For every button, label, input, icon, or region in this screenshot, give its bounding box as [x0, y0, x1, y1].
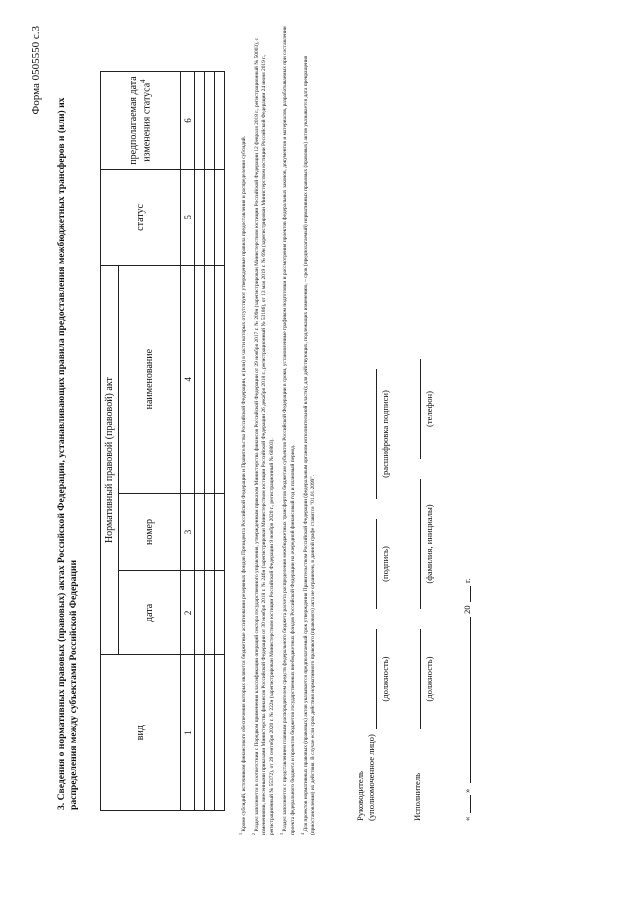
legal-acts-table [100, 71, 225, 811]
table-cell [215, 655, 225, 811]
footnote-1: $^1$ Кроме субсидий, источником финансового обеспечения которых являются бюджетные ассигнования резервных фондов Президента Российской Федерации и Правительства Российской Федерации, и (или) в части которых отсутствуют утвержденные правила предоставления и распределения субсидий. [238, 135, 247, 835]
executor-position-line [420, 629, 421, 729]
column-header-vid: вид [101, 655, 181, 811]
table-row [215, 72, 225, 811]
position-caption: (должность) [380, 656, 390, 702]
date-day-line [470, 795, 471, 813]
table-cell [215, 72, 225, 170]
table-cell [205, 169, 215, 265]
head-label: Руководитель [355, 771, 365, 821]
column-header-status: статус [101, 169, 181, 265]
footnote-3-text: Раздел заполняется с представлением главным распорядителем средств федерального бюджета расчета распределения межбюджетных трансфертов бюджетам субъектов Российской Федерации в сроки, установленные графиком подготовки и рассмотрения проектов федеральных законов, документов и материалов, разрабатываемых при составлении проекта федерального бюджета и проектов бюджетов государственных внебюджетных фондов Российской Федерации на очередной финансовый год и плановый период. [281, 26, 296, 835]
table-cell [205, 265, 215, 493]
executor-label: Исполнитель [412, 772, 422, 821]
date-year-line [470, 586, 471, 602]
footnote-mark-4: 4 [139, 79, 148, 83]
footnote-3: $^3$ Раздел заполняется с представлением главным распорядителем средств федерального бюджета расчета распределения межбюджетных трансфертов бюджетам субъектов Российской Федерации в сроки, установленные графиком подготовки и рассмотрения проектов федеральных законов, документов и материалов, разрабатываемых при составлении проекта федерального бюджета и проектов бюджетов государственных внебюджетных фондов Российской Федерации на очередной финансовый год и плановый период. [279, 26, 296, 835]
phone-caption: (телефон) [424, 391, 434, 427]
column-group-header: Нормативный правовой (правовой) акт [101, 265, 119, 654]
table-cell [215, 265, 225, 493]
column-header-date: дата [119, 571, 181, 655]
table-cell [205, 72, 215, 170]
date-quote-open: « [462, 816, 472, 821]
decoding-line [376, 369, 377, 499]
table-cell [195, 655, 205, 811]
column-number: 2 [181, 571, 195, 655]
table-cell [205, 493, 215, 571]
column-header-number: номер [119, 493, 181, 571]
table-row [195, 72, 205, 811]
signature-caption: (подпись) [380, 546, 390, 582]
footnote-2: $^2$ Раздел заполняется в соответствии с Порядком применения классификации операций сектора государственного управления, утвержденным приказом Министерства финансов Российской Федерации от 29 ноября 2017 г. № 209н (зарегистрирован Министерством юстиции Российской Федерации 12 февраля 2018 г., регистрационный № 50003), с изменениями, внесенными приказами Министерства финансов Российской Федерации от 30 ноября 2018 г. № 246н (зарегистрирован Министерством юстиции Российской Федерации 26 декабря 2018 г., регистрационный № 53186), от 13 мая 2019 г. № 69н (зарегистрирован Министерством юстиции Российской Федерации 24 июня 2019 г., регистрационный № 55372), от 29 сентября 2020 г. № 222н (зарегистрирован Министерством юстиции Российской Федерации 9 ноября 2020 г., регистрационный № 60803). [250, 38, 275, 835]
fio-line [420, 479, 421, 609]
table-cell [215, 571, 225, 655]
table-cell [205, 571, 215, 655]
decoding-caption: (расшифровка подписи) [380, 390, 390, 478]
table-cell [195, 571, 205, 655]
column-number: 1 [181, 655, 195, 811]
column-number: 6 [181, 72, 195, 170]
form-number: Форма 0505550 с.3 [30, 26, 42, 115]
table-row [205, 72, 215, 811]
table-cell [195, 169, 205, 265]
table-cell [195, 265, 205, 493]
planned-date-label: предполагаемая дата изменения статуса [128, 76, 153, 165]
section-title: 3. Сведения о нормативных правовых (правовых) актах Российской Федерации, устанавливающих правила предоставления межбюджетных трансферов и (или) их распределения между субъектами Российской Федерации [56, 97, 79, 810]
footnote-4-text: Для проектов нормативных правовых (правовых) актов указывается предполагаемый срок утверждения Правительством Российской Федерации (федеральным органом исполнительной власти); для действующих, подлежащих изменению, – срок (предполагаемый) нормативных правовых (правовых) актов указывается дата прекращения (приостановления) их действия. В случае если срок действия нормативного правового (правового) акта не ограничен, в данной графе ставится "01.01.2099". [302, 55, 317, 835]
fio-caption: (фамилия, инициалы) [424, 504, 434, 584]
table-cell [215, 169, 225, 265]
position-line [376, 629, 377, 729]
column-header-planned-date [101, 72, 181, 170]
footnote-2-text: Раздел заполняется в соответствии с Порядком применения классификации операций сектора государственного управления, утвержденным приказом Министерства финансов Российской Федерации от 29 ноября 2017 г. № 209н (зарегистрирован Министерством юстиции Российской Федерации 12 февраля 2018 г., регистрационный № 50003), с изменениями, внесенными приказами Министерства финансов Российской Федерации от 30 ноября 2018 г. № 246н (зарегистрирован Министерством юстиции Российской Федерации 26 декабря 2018 г., регистрационный № 53186), от 13 мая 2019 г. № 69н (зарегистрирован Министерством юстиции Российской Федерации 24 июня 2019 г., регистрационный № 55372), от 29 сентября 2020 г. № 222н (зарегистрирован Министерством юстиции Российской Федерации 9 ноября 2020 г., регистрационный № 60803). [253, 38, 275, 835]
column-number: 3 [181, 493, 195, 571]
column-header-name: наименование [119, 265, 181, 493]
column-number: 5 [181, 169, 195, 265]
date-year-suffix: г. [462, 578, 472, 583]
footnote-1-text: Кроме субсидий, источником финансового обеспечения которых являются бюджетные ассигнования резервных фондов Президента Российской Федерации и Правительства Российской Федерации, и (или) в части которых отсутствуют утвержденные правила предоставления и распределения субсидий. [240, 135, 247, 832]
table-cell [215, 493, 225, 571]
column-number: 4 [181, 265, 195, 493]
date-quote-close: » [462, 788, 472, 793]
signature-line [376, 519, 377, 609]
table-cell [205, 655, 215, 811]
date-year-prefix: 20 [462, 605, 472, 614]
phone-line [420, 359, 421, 459]
table-cell [195, 493, 205, 571]
table-cell [195, 72, 205, 170]
head-sublabel: (уполномоченное лицо) [366, 734, 376, 821]
footnotes [237, 25, 319, 835]
executor-position-caption: (должность) [424, 656, 434, 702]
footnote-4: $^4$ Для проектов нормативных правовых (правовых) актов указывается предполагаемый срок утверждения Правительством Российской Федерации (федеральным органом исполнительной власти); для действующих, подлежащих изменению, – срок (предполагаемый) нормативных правовых (правовых) актов указывается дата прекращения (приостановления) их действия. В случае если срок действия нормативного правового (правового) акта не ограничен, в данной графе ставится "01.01.2099". [299, 55, 317, 835]
date-month-line [470, 617, 471, 783]
